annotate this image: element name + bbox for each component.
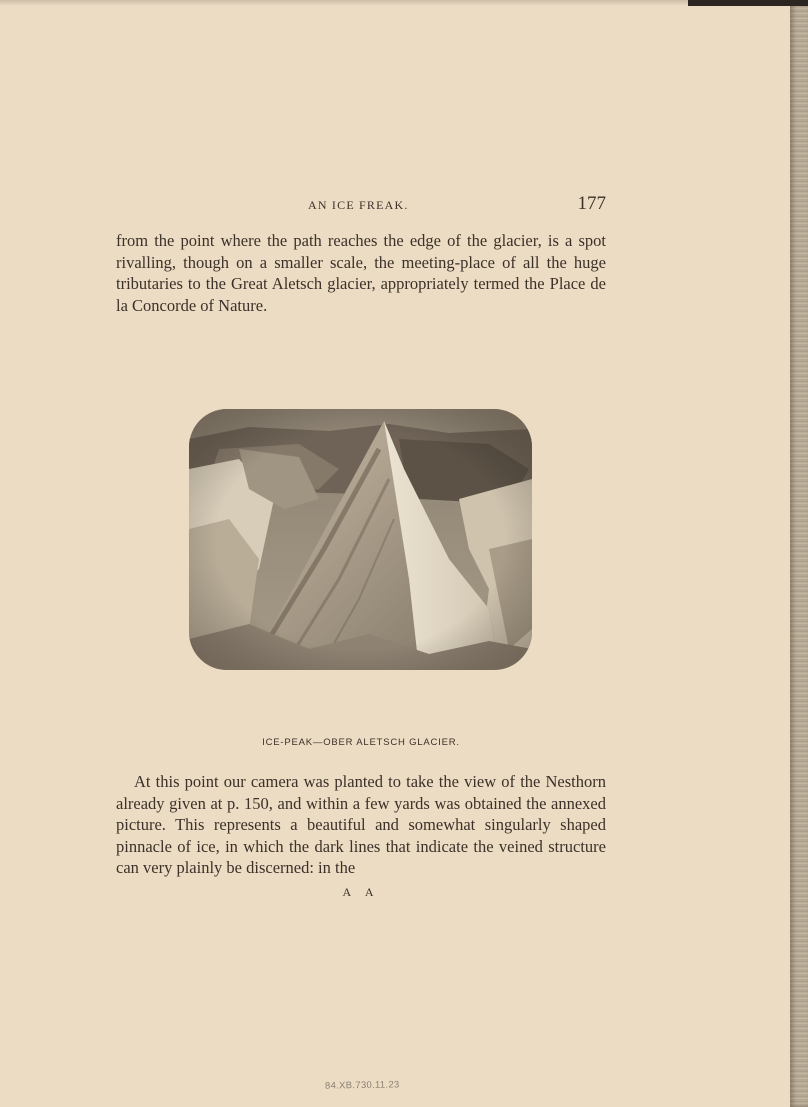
ice-peak-photograph — [189, 409, 532, 670]
paragraph-body: At this point our camera was planted to take the view of the Nesthorn already given at p. 150, and within a few yards was obtained the annexed picture. This represents a beautiful and somewhat singularly shaped pinnacle of ice, in which the dark lines that indicate the veined structure can very plainly be discerned: in the — [116, 772, 606, 878]
running-head — [116, 193, 606, 220]
shelf-mark: 84.XB.730.11.23 — [324, 1079, 400, 1092]
page-right-edge — [790, 0, 808, 1107]
running-title: AN ICE FREAK. — [308, 198, 409, 212]
photo-caption: ICE-PEAK—OBER ALETSCH GLACIER. — [262, 737, 460, 748]
page-number: 177 — [577, 193, 606, 214]
page-top-edge — [0, 0, 808, 6]
page-corner-shadow — [688, 0, 808, 6]
signature-mark: A A — [342, 885, 380, 899]
paragraph-continued: from the point where the path reaches the edge of the glacier, is a spot rivalling, though on a smaller scale, the meeting-place of all the huge tributaries to the Great Aletsch glacier, appropriately termed the Place de la Concorde of Nature. — [116, 231, 606, 315]
